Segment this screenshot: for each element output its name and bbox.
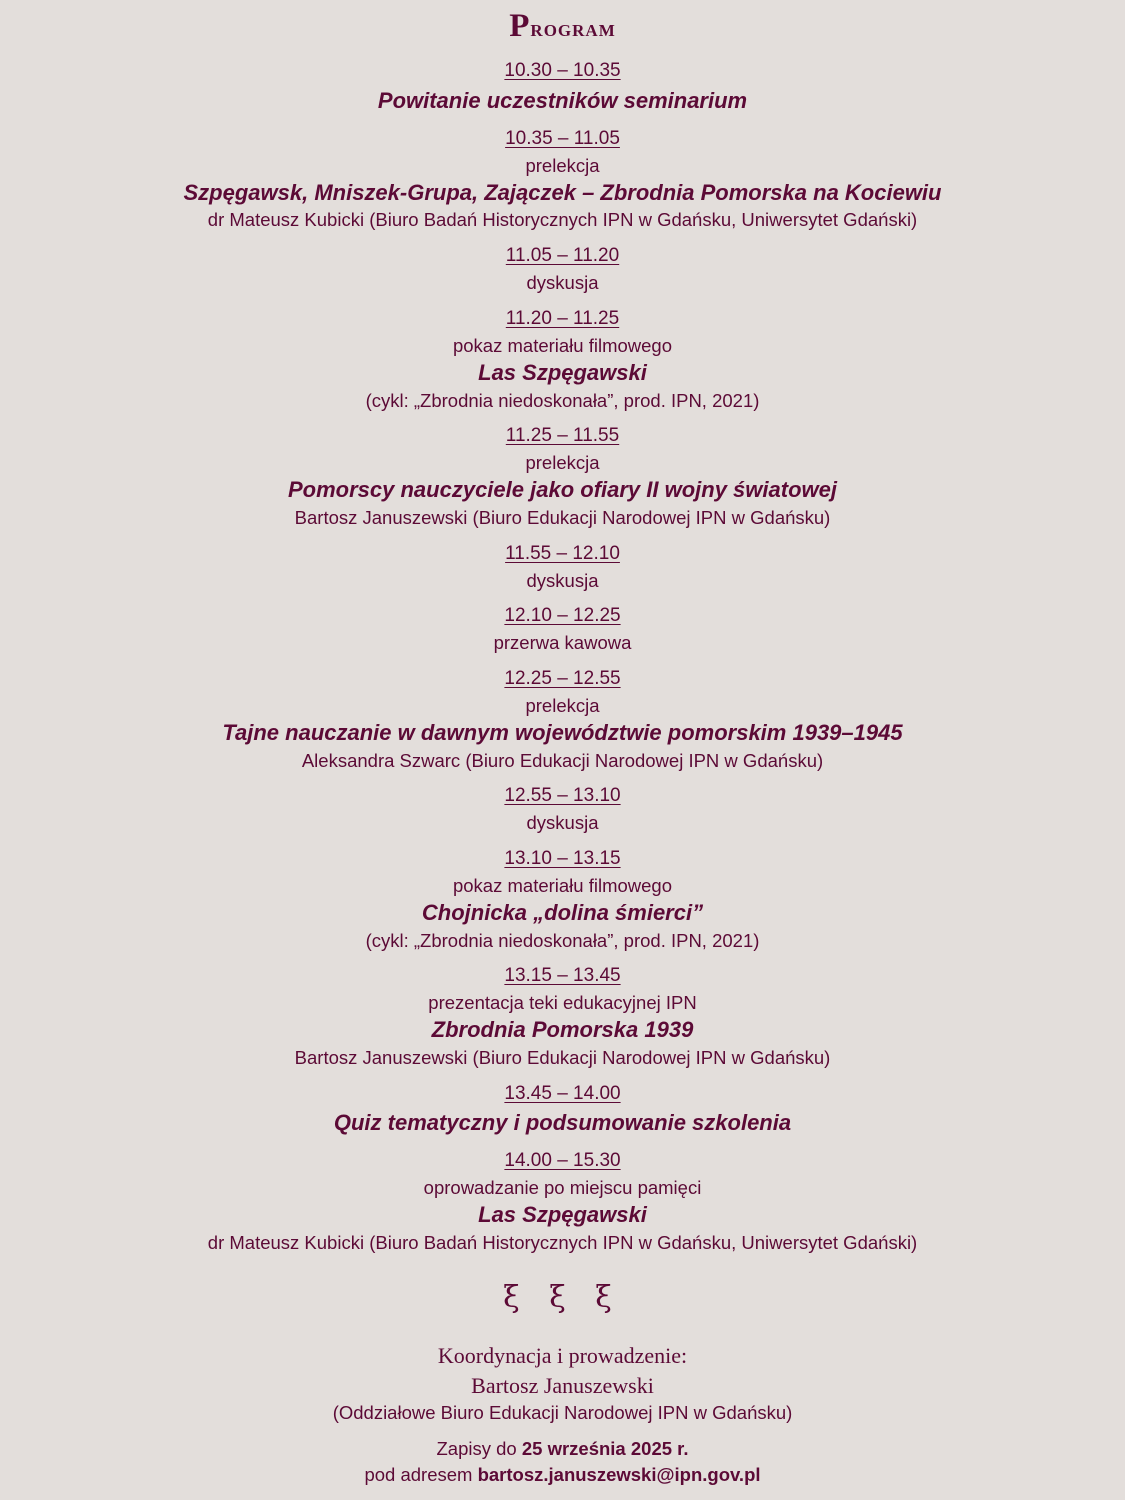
session-speaker: dr Mateusz Kubicki (Biuro Badań Historycznych IPN w Gdańsku, Uniwersytet Gdański) <box>207 1232 918 1253</box>
session-time: 11.05 – 11.20 <box>505 245 620 266</box>
signup-deadline-line <box>0 1438 1125 1460</box>
coordinator-name: Bartosz Januszewski <box>471 1373 654 1398</box>
session-title: Quiz tematyczny i podsumowanie szkolenia <box>333 1110 792 1135</box>
session-title: Las Szpęgawski <box>478 360 647 385</box>
session-kind: prelekcja <box>525 155 600 176</box>
signup-deadline: 25 września 2025 r. <box>521 1438 689 1459</box>
signup-prefix: Zapisy do <box>436 1438 517 1459</box>
session-time: 11.25 – 11.55 <box>505 425 620 446</box>
session-kind: dyskusja <box>526 812 599 833</box>
session-title: Tajne nauczanie w dawnym województwie pomorskim 1939–1945 <box>222 720 903 745</box>
session-kind: dyskusja <box>526 272 599 293</box>
session-title: Zbrodnia Pomorska 1939 <box>431 1017 694 1042</box>
session-time: 11.20 – 11.25 <box>505 308 620 329</box>
session-kind: przerwa kawowa <box>493 632 632 653</box>
signup-email[interactable]: bartosz.januszewski@ipn.gov.pl <box>477 1464 761 1485</box>
session-note: (cykl: „Zbrodnia niedoskonała”, prod. IPN, 2021) <box>365 390 760 411</box>
session-note: (cykl: „Zbrodnia niedoskonała”, prod. IPN, 2021) <box>365 930 760 951</box>
session-time: 13.15 – 13.45 <box>504 965 621 986</box>
session-kind: prezentacja teki edukacyjnej IPN <box>428 992 697 1013</box>
session-speaker: Bartosz Januszewski (Biuro Edukacji Narodowej IPN w Gdańsku) <box>294 507 831 528</box>
coordination-label: Koordynacja i prowadzenie: <box>437 1343 688 1368</box>
session-time: 11.55 – 12.10 <box>505 543 620 564</box>
session-title: Pomorscy nauczyciele jako ofiary II wojny światowej <box>288 477 837 502</box>
session-speaker: dr Mateusz Kubicki (Biuro Badań Historycznych IPN w Gdańsku, Uniwersytet Gdański) <box>207 209 918 230</box>
session-kind: pokaz materiału filmowego <box>452 335 673 356</box>
session-kind: dyskusja <box>526 570 599 591</box>
session-title: Powitanie uczestników seminarium <box>377 88 748 113</box>
session-kind: prelekcja <box>525 695 600 716</box>
session-kind: prelekcja <box>525 452 600 473</box>
session-kind: pokaz materiału filmowego <box>452 875 673 896</box>
session-title: Szpęgawsk, Mniszek-Grupa, Zajączek – Zbrodnia Pomorska na Kociewiu <box>183 180 942 205</box>
session-title: Las Szpęgawski <box>478 1202 647 1227</box>
session-speaker: Aleksandra Szwarc (Biuro Edukacji Narodowej IPN w Gdańsku) <box>301 750 824 771</box>
session-time: 10.30 – 10.35 <box>504 60 621 81</box>
session-title: Chojnicka „dolina śmierci” <box>421 900 704 925</box>
session-time: 14.00 – 15.30 <box>504 1150 621 1171</box>
signup-address-line <box>0 1464 1125 1486</box>
ornament-divider: ξ ξ ξ <box>503 1280 622 1315</box>
signup-address-prefix: pod adresem <box>364 1464 473 1485</box>
session-time: 13.10 – 13.15 <box>504 848 621 869</box>
coordinator-unit: (Oddziałowe Biuro Edukacji Narodowej IPN w Gdańsku) <box>332 1402 793 1423</box>
page-title: Program <box>509 8 616 44</box>
session-time: 13.45 – 14.00 <box>504 1083 621 1104</box>
session-time: 12.55 – 13.10 <box>504 785 621 806</box>
session-kind: oprowadzanie po miejscu pamięci <box>423 1177 702 1198</box>
session-time: 10.35 – 11.05 <box>505 128 620 149</box>
session-time: 12.10 – 12.25 <box>504 605 621 626</box>
session-speaker: Bartosz Januszewski (Biuro Edukacji Narodowej IPN w Gdańsku) <box>294 1047 831 1068</box>
session-time: 12.25 – 12.55 <box>504 668 621 689</box>
